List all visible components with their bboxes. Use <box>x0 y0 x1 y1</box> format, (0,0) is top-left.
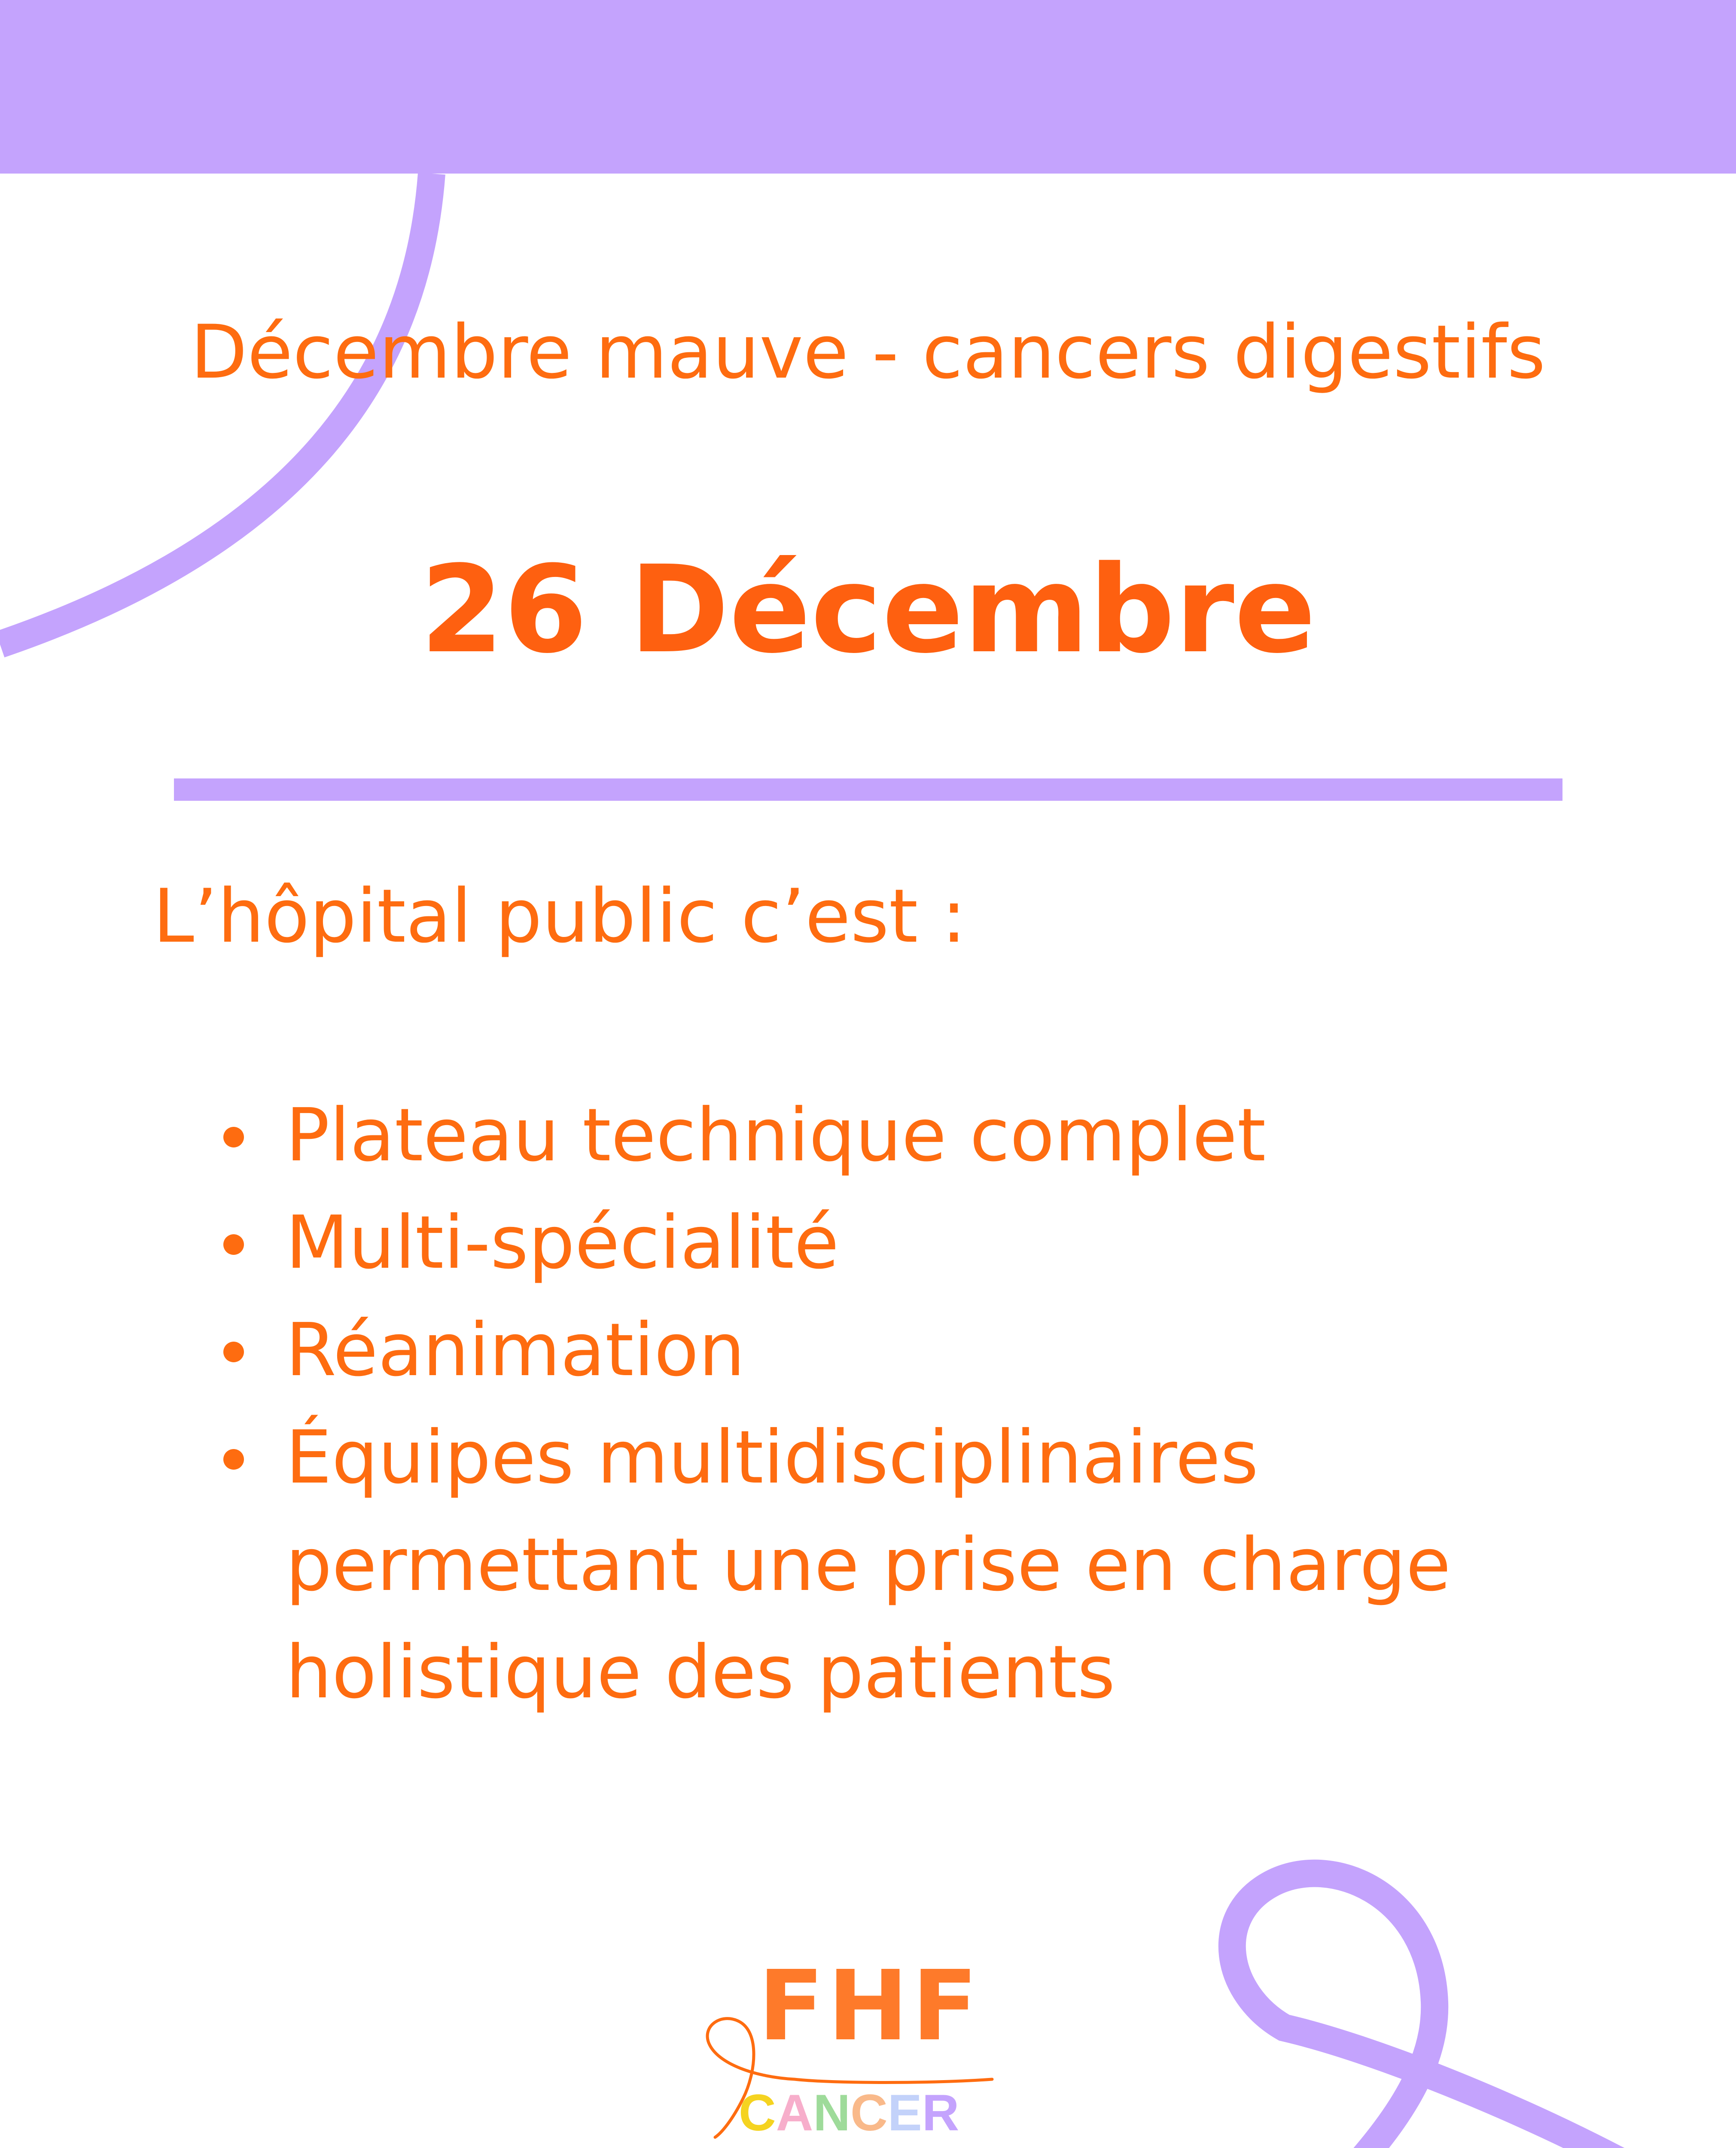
divider <box>174 778 1562 801</box>
bullet-icon <box>223 1234 244 1255</box>
list-item <box>223 1297 1641 1404</box>
campaign-subtitle: Décembre mauve - cancers digestifs <box>190 309 1546 395</box>
logo-cancer-letter: E <box>887 2084 922 2142</box>
logo-letter: H <box>827 1950 907 2063</box>
ribbon-loop-bottom-right <box>1203 1873 1736 2148</box>
list-item <box>223 1404 1641 1726</box>
list-item-label: Équipes multidisciplinaires permettant une prise en charge holistique des patients <box>286 1415 1451 1715</box>
bullet-icon <box>223 1127 244 1147</box>
logo-cancer-letter: N <box>813 2084 851 2142</box>
list-item-label: Réanimation <box>286 1308 745 1393</box>
logo-cancer-letter: C <box>739 2084 776 2142</box>
logo-letter: F <box>912 1950 976 2063</box>
fhf-cancer-logo <box>691 1950 1009 2148</box>
logo-cancer-wordmark <box>739 2085 959 2141</box>
logo-cancer-letter: C <box>850 2084 888 2142</box>
logo-cancer-letter: A <box>776 2084 813 2142</box>
list-item <box>223 1082 1641 1189</box>
bullet-icon <box>223 1449 244 1470</box>
list-item <box>223 1189 1641 1297</box>
page-title-date: 26 Décembre <box>420 540 1316 680</box>
list-item-label: Plateau technique complet <box>286 1093 1266 1178</box>
feature-list <box>223 1082 1641 1726</box>
bullet-icon <box>223 1342 244 1362</box>
intro-text: L’hôpital public c’est : <box>153 873 966 959</box>
logo-cancer-letter: R <box>922 2084 959 2142</box>
list-item-label: Multi-spécialité <box>286 1200 839 1285</box>
logo-letter: F <box>758 1950 822 2063</box>
